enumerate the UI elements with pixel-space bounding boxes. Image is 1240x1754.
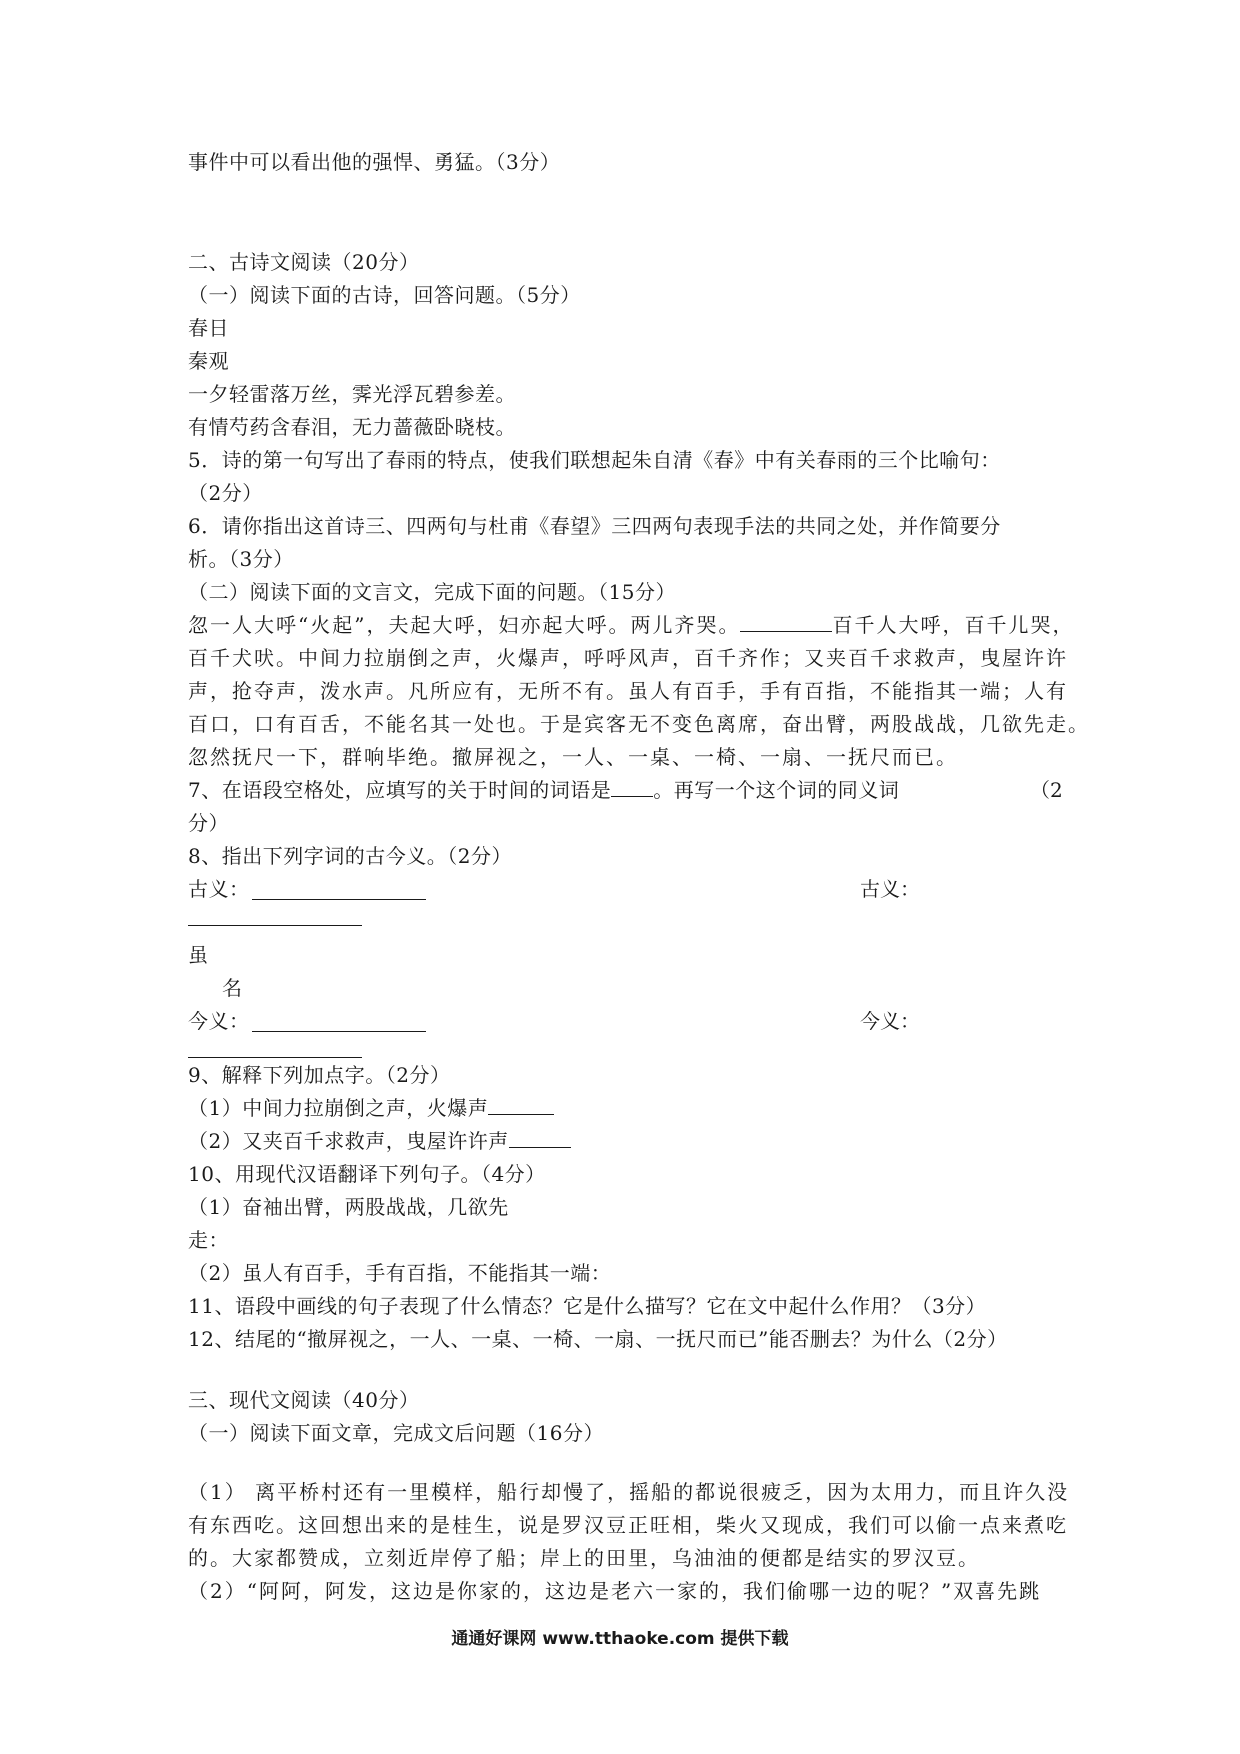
ancient-meaning-label: 古义： bbox=[188, 877, 250, 901]
word-sui: 虽 bbox=[188, 943, 209, 967]
passage-line: 百口，口有百舌，不能名其一处也。于是宾客无不变色离席，奋出臂，两股战战，几欲先走。 bbox=[188, 712, 1090, 736]
question-7-text: 7、在语段空格处，应填写的关于时间的词语是 bbox=[188, 778, 612, 802]
poem-line: 有情芍药含春泪，无力蔷薇卧晓枝。 bbox=[188, 415, 516, 439]
question-10: 10、用现代汉语翻译下列句子。（4分） bbox=[188, 1162, 546, 1186]
question-11: 11、语段中画线的句子表现了什么情态？它是什么描写？它在文中起什么作用？（3分） bbox=[188, 1294, 987, 1318]
question-9-item-2 bbox=[188, 1129, 571, 1153]
question-6: 6．请你指出这首诗三、四两句与杜甫《春望》三四两句表现手法的共同之处，并作简要分 bbox=[188, 514, 1001, 538]
ancient-meaning-label-2: 古义： bbox=[860, 877, 920, 901]
poem-line: 一夕轻雷落万丝，霁光浮瓦碧参差。 bbox=[188, 382, 516, 406]
question-9: 9、解释下列加点字。（2分） bbox=[188, 1063, 451, 1087]
passage-line: 百千犬吠。中间力拉崩倒之声，火爆声，呼呼风声，百千齐作；又夹百千求救声，曳屋许许 bbox=[188, 646, 1068, 670]
text-line: 事件中可以看出他的强悍、勇猛。（3分） bbox=[188, 150, 561, 174]
question-8: 8、指出下列字词的古今义。（2分） bbox=[188, 844, 512, 868]
passage-line bbox=[188, 613, 1074, 637]
answer-line bbox=[188, 1057, 362, 1058]
question-7-score: （2 bbox=[1030, 778, 1063, 802]
question-6-cont: 析。（3分） bbox=[188, 547, 294, 571]
answer-line bbox=[252, 1031, 426, 1032]
modern-passage-line: 有东西吃。这回想出来的是桂生，说是罗汉豆正旺相，柴火又现成，我们可以偷一点来煮吃 bbox=[188, 1513, 1068, 1537]
modern-passage-line: （2）“阿阿，阿发，这边是你家的，这边是老六一家的，我们偷哪一边的呢？”双喜先跳 bbox=[188, 1579, 1042, 1603]
question-5: 5．诗的第一句写出了春雨的特点，使我们联想起朱自清《春》中有关春雨的三个比喻句： bbox=[188, 448, 1001, 472]
question-9-item-1-text: （1）中间力拉崩倒之声，火爆声 bbox=[188, 1096, 489, 1120]
question-5-score: （2分） bbox=[188, 481, 263, 505]
passage-text: 百千人大呼，百千儿哭， bbox=[832, 613, 1075, 637]
question-9-item-2-text: （2）又夹百千求救声，曳屋许许声 bbox=[188, 1129, 509, 1153]
word-ming: 名 bbox=[222, 976, 243, 1000]
subsection-heading-prose: （二）阅读下面的文言文，完成下面的问题。（15分） bbox=[188, 580, 676, 604]
modern-meaning-label-2: 今义： bbox=[860, 1009, 920, 1033]
section-heading-modern: 三、现代文阅读（40分） bbox=[188, 1388, 420, 1412]
modern-meaning-label: 今义： bbox=[188, 1009, 250, 1033]
fill-blank bbox=[488, 1096, 554, 1115]
passage-line: 忽然抚尺一下，群响毕绝。撤屏视之，一人、一桌、一椅、一扇、一抚尺而已。 bbox=[188, 745, 958, 769]
question-9-item-1 bbox=[188, 1096, 554, 1120]
section-heading-classical: 二、古诗文阅读（20分） bbox=[188, 250, 420, 274]
answer-line bbox=[252, 899, 426, 900]
modern-passage-line: 的。大家都赞成，立刻近岸停了船；岸上的田里，乌油油的便都是结实的罗汉豆。 bbox=[188, 1546, 980, 1570]
question-7-score-cont: 分） bbox=[188, 811, 229, 835]
question-7 bbox=[188, 778, 899, 802]
passage-text: 忽一人大呼“火起”，夫起大呼，妇亦起大呼。两儿齐哭。 bbox=[188, 613, 741, 637]
poem-title: 春日 bbox=[188, 316, 229, 340]
fill-blank bbox=[509, 1129, 571, 1148]
subsection-heading-poem: （一）阅读下面的古诗，回答问题。（5分） bbox=[188, 283, 581, 307]
passage-line: 声，抢夺声，泼水声。凡所应有，无所不有。虽人有百手，手有百指，不能指其一端；人有 bbox=[188, 679, 1068, 703]
poem-author: 秦观 bbox=[188, 349, 229, 373]
answer-line bbox=[188, 925, 362, 926]
question-10-item-1: （1）奋袖出臂，两股战战，几欲先 bbox=[188, 1195, 509, 1219]
question-12: 12、结尾的“撤屏视之，一人、一桌、一椅、一扇、一抚尺而已”能否删去？为什么（2分） bbox=[188, 1327, 1008, 1351]
footer-credit: 通通好课网 www.tthaoke.com 提供下载 bbox=[451, 1629, 789, 1649]
question-10-item-2: （2）虽人有百手，手有百指，不能指其一端： bbox=[188, 1261, 612, 1285]
modern-passage-line: （1） 离平桥村还有一里模样，船行却慢了，摇船的都说很疲乏，因为太用力，而且许久没 bbox=[188, 1480, 1070, 1504]
subsection-heading-modern: （一）阅读下面文章，完成文后问题（16分） bbox=[188, 1421, 604, 1445]
question-7-text-2: 。再写一个这个词的同义词 bbox=[653, 778, 900, 802]
fill-blank bbox=[740, 613, 832, 632]
fill-blank bbox=[611, 778, 653, 797]
question-10-item-1-cont: 走： bbox=[188, 1228, 229, 1252]
